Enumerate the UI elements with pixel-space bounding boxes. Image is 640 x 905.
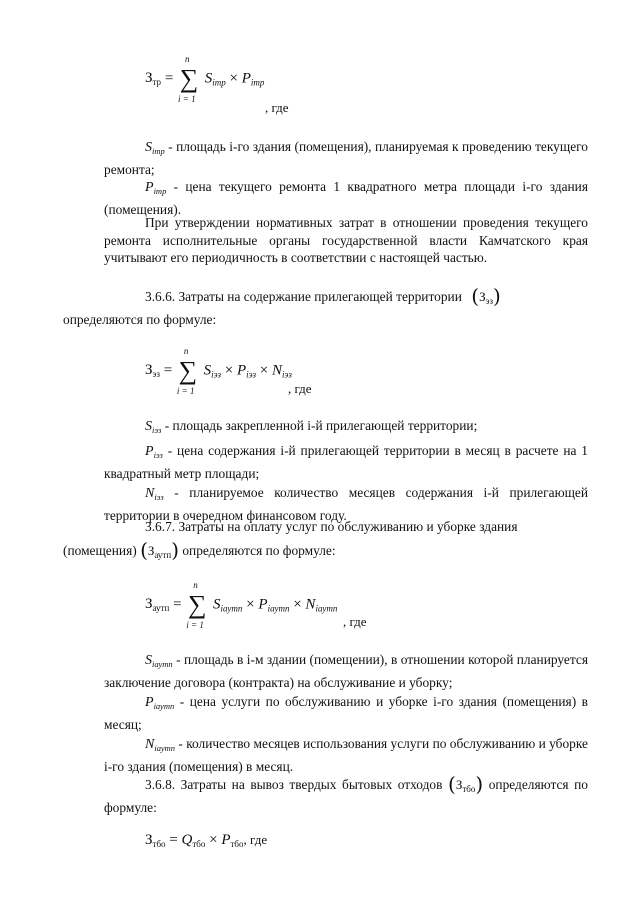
formula-territory: $З_{эз}$ = n ∑ i = 1 $S_{iэз} \times P_{iэз} \times N_{iэз}$ bbox=[145, 346, 292, 396]
cost-symbol-ez: $(З_{эз})$ bbox=[471, 284, 501, 308]
formula-lhs: $З_{эз}$ bbox=[145, 362, 160, 380]
var-p-iautp: $P_{iаутп}$ bbox=[145, 695, 175, 711]
definition-p-iautp: $P_{iаутп}$ - цена услуги по обслуживанию и уборке i-го здания (помещения) в месяц; bbox=[104, 694, 588, 732]
sum-sign: n ∑ i = 1 bbox=[178, 54, 199, 104]
definition-p-imp: $P_{imp}$ - цена текущего ремонта 1 квадратного метра площади i-го здания (помещения). bbox=[104, 179, 588, 217]
paragraph-3-6-8: 3.6.8. Затраты на вывоз твердых бытовых отходов $(З_{тбо})$ определяются по формуле: bbox=[104, 772, 588, 815]
cost-symbol-autp: $(З_{аутп})$ bbox=[140, 537, 179, 562]
var-p-imp: $P_{imp}$ bbox=[145, 180, 167, 196]
var-n-iautp: $N_{iаутп}$ bbox=[145, 737, 176, 753]
var-s-imp: $S_{imp}$ bbox=[145, 140, 165, 156]
definition-n-iez: $N_{iэз}$ - планируемое количество месяцев содержания i-й прилегающей территории в очередном финансовом году. bbox=[104, 485, 588, 523]
formula-lhs: $З_{аутп}$ bbox=[145, 596, 170, 614]
var-s-iautp: $S_{iаутп}$ bbox=[145, 653, 173, 669]
paragraph-periodicity: При утверждении нормативных затрат в отношении проведения текущего ремонта исполнительные органы государственной власти Камчатского края учитывают его периодичность в соответствии с настоящей частью. bbox=[104, 215, 588, 265]
paragraph-3-6-7: 3.6.7. Затраты на оплату услуг по обслуживанию и уборке здания (помещения) $(З_{аутп})$ определяются по формуле: bbox=[63, 519, 518, 562]
definition-n-iautp: $N_{iаутп}$ - количество месяцев использования услуги по обслуживанию и уборке i-го здания (помещения) в месяц. bbox=[104, 736, 588, 774]
definition-s-iez: $S_{iэз}$ - площадь закрепленной i-й прилегающей территории; bbox=[145, 418, 478, 435]
formula-lhs: $З_{тр}$ bbox=[145, 70, 162, 88]
var-n-iez: $N_{iэз}$ bbox=[145, 486, 164, 502]
formula-lhs: $З_{тбо}$ bbox=[145, 832, 166, 849]
definition-p-iez: $P_{iэз}$ - цена содержания i-й прилегающей территории в месяц в расчете на 1 квадратный метр площади; bbox=[104, 443, 588, 481]
sum-sign: n ∑ i = 1 bbox=[176, 346, 198, 396]
sum-sign: n ∑ i = 1 bbox=[186, 580, 207, 630]
where-label: , где bbox=[265, 100, 289, 115]
formula-cleaning: $З_{аутп}$ = n ∑ i = 1 $S_{iаутп} \times P_{iаутп} \times N_{iаутп}$ bbox=[145, 580, 338, 630]
definition-s-iautp: $S_{iаутп}$ - площадь в i-м здании (помещении), в отношении которой планируется заключение договора (контракта) на обслуживание и уборку; bbox=[104, 652, 588, 690]
var-p-iez: $P_{iэз}$ bbox=[145, 444, 163, 460]
where-label: , где bbox=[343, 614, 367, 629]
where-label: , где bbox=[288, 381, 312, 396]
var-s-iez: $S_{iэз}$ bbox=[145, 419, 162, 435]
definition-s-imp: $S_{imp}$ - площадь i-го здания (помещения), планируемая к проведению текущего ремонта; bbox=[104, 139, 588, 177]
cost-symbol-tbo: $(З_{тбо})$ bbox=[448, 772, 484, 796]
formula-repair: $З_{тр}$ = n ∑ i = 1 $S_{imp} \times P_{imp}$ bbox=[145, 54, 265, 104]
paragraph-3-6-6: 3.6.6. Затраты на содержание прилегающей территории $(З_{эз})$ определяются по формуле: bbox=[63, 284, 501, 327]
formula-waste: $З_{тбо} = Q_{тбо} \times P_{тбо}$, где bbox=[145, 832, 268, 849]
